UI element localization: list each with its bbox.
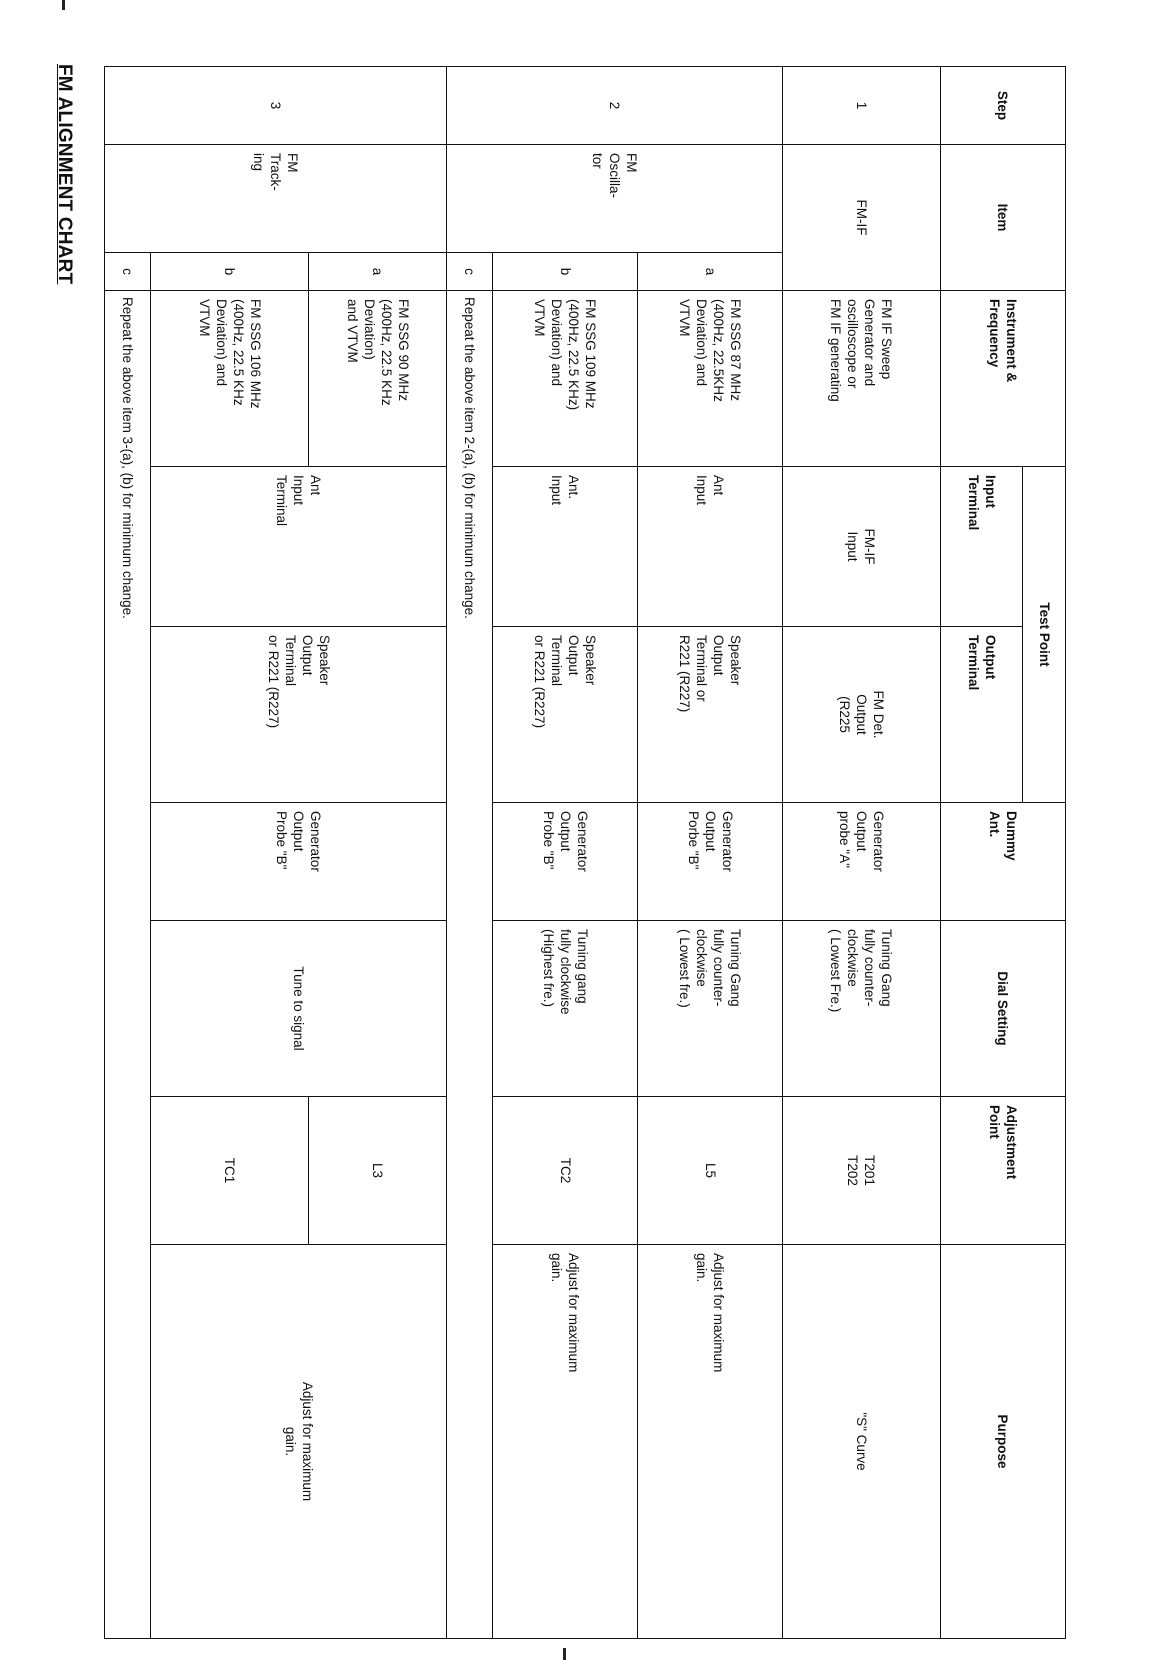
header-input-terminal: Input Terminal [940,467,1022,627]
dial-setting-cell: Tuning Gang fully counter- clockwise ( Lowest Fre.) [782,921,940,1097]
dial-setting-cell: Tuning gang fully clockwise (Highest fre.) [493,921,638,1097]
adjustment-point-cell: T201 T202 [782,1097,940,1245]
input-terminal-cell: Ant Input Terminal [151,467,447,627]
item-cell: FM Oscilla- tor [447,145,783,253]
output-terminal-cell: Speaker Output Terminal or R221 (R227) [493,627,638,803]
adjustment-point-cell: TC1 [151,1097,309,1245]
instrument-cell: FM SSG 90 MHz (400Hz, 22.5 KHz Deviation) and VTVM [309,291,447,467]
table-row [782,67,940,1639]
fm-alignment-chart-table [104,66,1066,1639]
instrument-cell: FM SSG 87 MHz (400Hz, 22.5KHz Deviation) and VTVM [638,291,783,467]
input-terminal-cell: Ant. Input [493,467,638,627]
table-row [493,67,638,1639]
item-cell: FM-IF [782,145,940,291]
adjustment-point-cell: TC2 [493,1097,638,1245]
step-cell: 1 [782,67,940,145]
sub-step-label: c [105,253,151,291]
sub-step-label: a [309,253,447,291]
input-terminal-cell: Ant Input [638,467,783,627]
repeat-instruction: Repeat the above item 3-(a), (b) for minimum change. [105,291,151,1639]
header-output-terminal: Output Terminal [940,627,1022,803]
header-dummy-ant: Dummy Ant. [940,803,1065,921]
table-row [638,67,783,1639]
sub-step-label: b [493,253,638,291]
step-cell: 2 [447,67,783,145]
dial-setting-cell: Tune to signal [151,921,447,1097]
dummy-ant-cell: Generator Output probe "A" [782,803,940,921]
header-step: Step [940,67,1065,145]
purpose-cell: Adjust for maximum gain. [151,1245,447,1639]
output-terminal-cell: Speaker Output Terminal or R221 (R227) [151,627,447,803]
repeat-instruction: Repeat the above item 2-(a), (b) for minimum change. [447,291,493,1639]
header-test-point: Test Point [1023,467,1066,803]
item-cell: FM Track- ing [105,145,447,253]
instrument-cell: FM SSG 106 MHz (400Hz, 22.5 KHz Deviation) and VTVM [151,291,309,467]
table-row [105,67,151,1639]
input-terminal-cell: FM-IF Input [782,467,940,627]
header-row-1 [1023,67,1066,1639]
purpose-cell: Adjust for maximum gain. [493,1245,638,1639]
fm-alignment-chart-title: FM ALIGNMENT CHART [54,64,75,285]
output-terminal-cell: Speaker Output Terminal or R221 (R227) [638,627,783,803]
header-dial-setting: Dial Setting [940,921,1065,1097]
adjustment-point-cell: L5 [638,1097,783,1245]
table-row [309,67,447,1639]
table-row [447,67,493,1639]
output-terminal-cell: FM Det. Output (R225 [782,627,940,803]
step-cell: 3 [105,67,447,145]
sub-step-label: c [447,253,493,291]
sub-step-label: b [151,253,309,291]
dummy-ant-cell: Generator Output Probe "B" [493,803,638,921]
header-purpose: Purpose [940,1245,1065,1639]
purpose-cell: "S" Curve [782,1245,940,1639]
instrument-cell: FM SSG 109 MHz (400Hz, 22.5 KHz) Deviation) and VTVM [493,291,638,467]
purpose-cell: Adjust for maximum gain. [638,1245,783,1639]
adjustment-point-cell: L3 [309,1097,447,1245]
sub-step-label: a [638,253,783,291]
dial-setting-cell: Tuning Gang fully counter- clockwise ( Lowest fre.) [638,921,783,1097]
header-instrument: Instrument & Frequency [940,291,1065,467]
header-adjustment-point: Adjustment Point [940,1097,1065,1245]
instrument-cell: FM IF Sweep Generator and oscilloscope or FM IF generating [782,291,940,467]
dummy-ant-cell: Generator Output Porbe "B" [638,803,783,921]
dummy-ant-cell: Generator Output Probe "B" [151,803,447,921]
header-item: Item [940,145,1065,291]
